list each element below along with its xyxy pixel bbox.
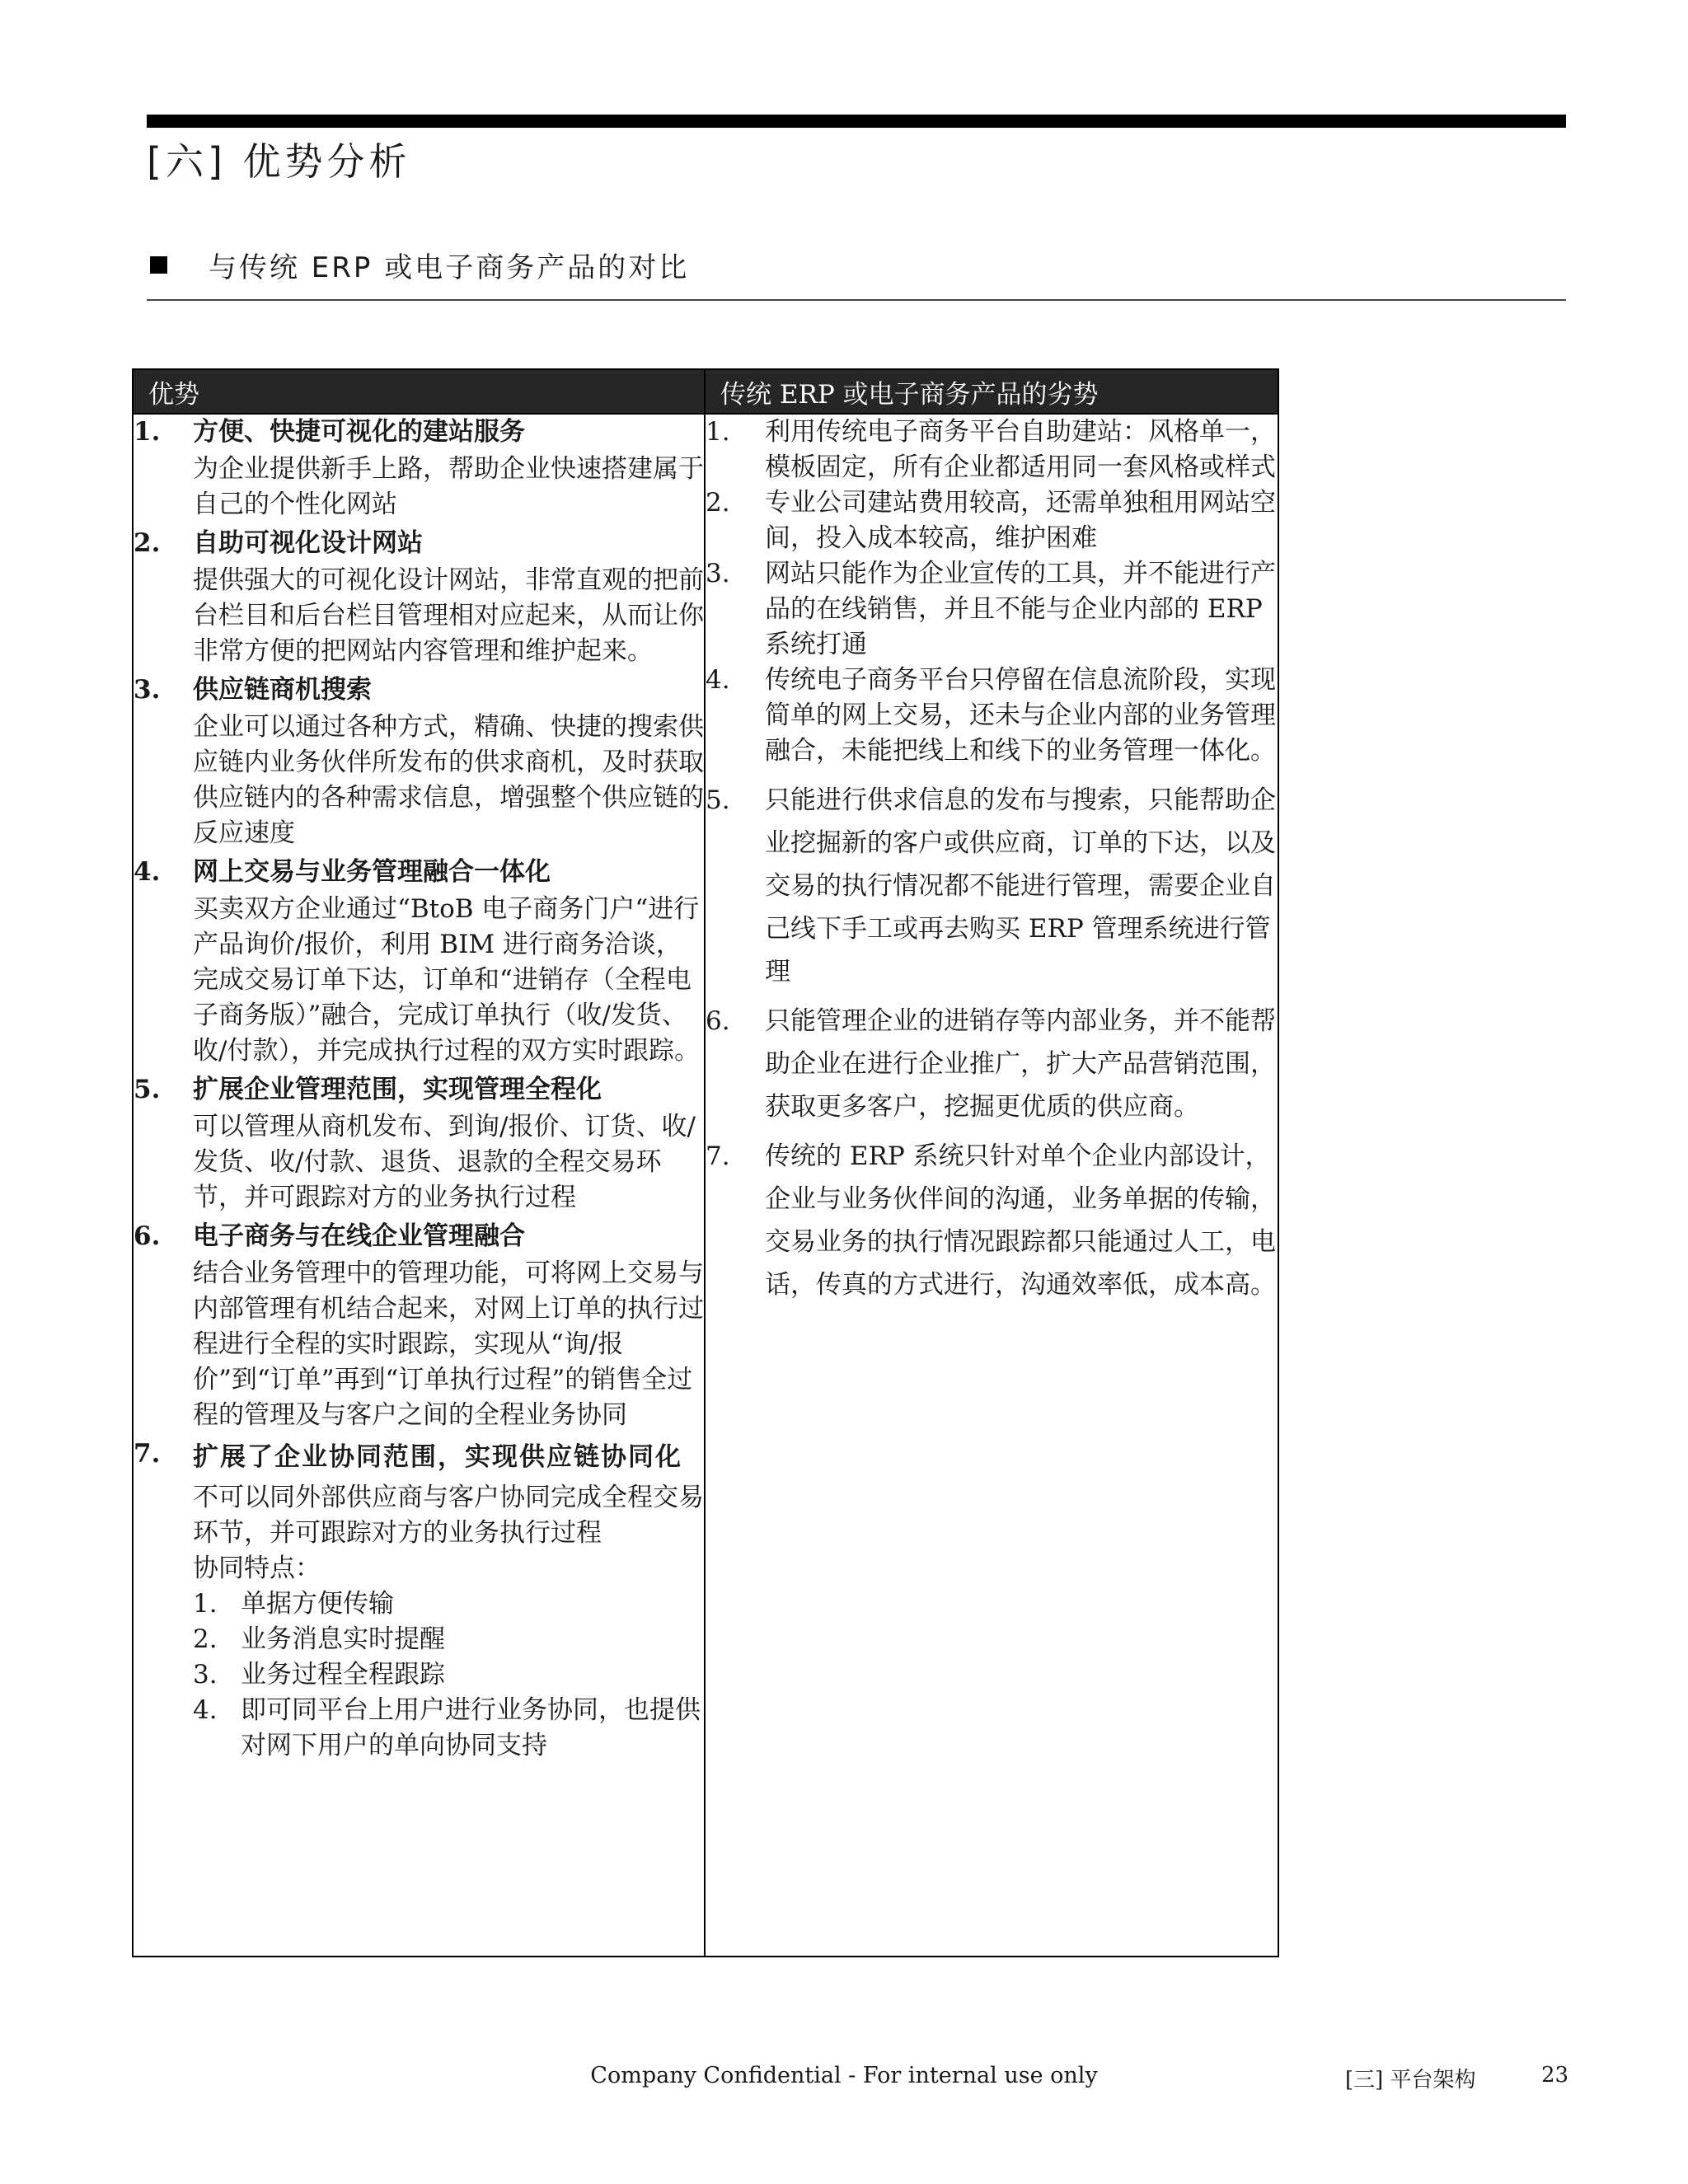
advantage-desc: 为企业提供新手上路，帮助企业快速搭建属于自己的个性化网站 [193,454,704,519]
item-number: 1. [134,417,161,447]
item-number: 4. [706,665,730,695]
advantage-title: 扩展了企业协同范围，实现供应链协同化 [193,1442,682,1472]
advantage-item [134,415,704,523]
disadvantage-text: 利用传统电子商务平台自助建站：风格单一，模板固定，所有企业都适用同一套风格或样式 [765,417,1276,482]
disadvantage-item [706,663,1278,769]
collab-features-list [193,1586,704,1764]
advantage-item [134,526,704,669]
disadvantage-text: 只能进行供求信息的发布与搜索，只能帮助企业挖掘新的客户或供应商，订单的下达，以及交易的执行情况都不能进行管理，需要企业自己线下手工或再去购买 ERP 管理系统进行管理 [765,785,1276,987]
subheading-text: 与传统 ERP 或电子商务产品的对比 [209,251,690,284]
disadvantages-list [706,415,1278,1306]
collab-feature-item [193,1586,704,1622]
advantages-cell [133,414,705,1957]
advantage-title: 电子商务与在线企业管理融合 [193,1221,525,1251]
table-header-row [133,369,1278,414]
item-number: 3. [134,675,161,705]
advantage-title: 网上交易与业务管理融合一体化 [193,857,551,887]
disadvantage-item [706,779,1278,993]
advantages-list [134,415,704,1764]
page-title: [六] 优势分析 [147,139,411,184]
collab-features-title: 协同特点： [193,1554,321,1583]
item-number: 6. [134,1221,161,1251]
advantage-title: 供应链商机搜索 [193,675,372,705]
item-number: 6. [706,1006,730,1036]
footer-page-number: 23 [1541,2063,1569,2088]
advantage-item [134,1219,704,1433]
item-number: 3. [706,559,730,588]
header-disadvantages: 传统 ERP 或电子商务产品的劣势 [705,369,1278,414]
disadvantage-item [706,556,1278,663]
item-number: 2. [706,488,730,518]
item-number: 7. [706,1141,730,1171]
square-bullet-icon [150,256,167,274]
advantage-desc: 企业可以通过各种方式，精确、快捷的搜索供应链内业务伙伴所发布的供求商机，及时获取供应链内的各种需求信息，增强整个供应链的反应速度 [193,712,704,848]
advantage-desc: 结合业务管理中的管理功能，可将网上交易与内部管理有机结合起来，对网上订单的执行过程进行全程的实时跟踪，实现从“询/报价”到“订单”再到“订单执行过程”的销售全过程的管理及与客户之间的全程业务协同 [193,1258,704,1430]
table-body-row [133,414,1278,1957]
advantage-desc: 买卖双方企业通过“BtoB 电子商务门户“进行产品询价/报价，利用 BIM 进行商务洽谈，完成交易订单下达，订单和“进销存（全程电子商务版）”融合，完成订单执行（收/发货、收/付款），并完成执行过程的双方实时跟踪。 [193,894,700,1066]
item-number: 3. [193,1660,218,1690]
advantage-desc: 提供强大的可视化设计网站，非常直观的把前台栏目和后台栏目管理相对应起来，从而让你非常方便的把网站内容管理和维护起来。 [193,565,704,666]
item-number: 4. [134,857,161,887]
collab-feature-text: 业务消息实时提醒 [241,1624,445,1654]
footer-confidential: Company Confidential - For internal use only [590,2063,1098,2088]
comparison-table [132,368,1279,1957]
header-advantages: 优势 [133,369,705,414]
item-number: 5. [134,1075,161,1104]
subheading-rule [147,299,1566,301]
item-number: 2. [193,1624,218,1654]
advantage-title: 自助可视化设计网站 [193,528,423,558]
item-number: 2. [134,528,161,558]
collab-feature-text: 业务过程全程跟踪 [241,1660,445,1690]
disadvantage-text: 只能管理企业的进销存等内部业务，并不能帮助企业在进行企业推广，扩大产品营销范围，获取更多客户，挖掘更优质的供应商。 [765,1006,1276,1122]
advantage-desc: 可以管理从商机发布、到询/报价、订货、收/发货、收/付款、退货、退款的全程交易环节，并可跟踪对方的业务执行过程 [193,1112,696,1212]
disadvantage-text: 传统电子商务平台只停留在信息流阶段，实现简单的网上交易，还未与企业内部的业务管理融合，未能把线上和线下的业务管理一体化。 [765,665,1276,766]
item-number: 1. [193,1589,218,1619]
top-rule [147,115,1566,128]
advantage-item [134,855,704,1069]
subheading [150,245,689,285]
item-number: 4. [193,1695,218,1725]
disadvantage-text: 专业公司建站费用较高，还需单独租用网站空间，投入成本较高，维护困难 [765,488,1276,553]
advantage-item [134,1072,704,1216]
advantage-title: 扩展企业管理范围，实现管理全程化 [193,1075,602,1104]
item-number: 1. [706,417,730,447]
disadvantage-item [706,1135,1278,1306]
collab-feature-item [193,1622,704,1657]
disadvantages-cell [705,414,1278,1957]
disadvantage-text: 网站只能作为企业宣传的工具，并不能进行产品的在线销售，并且不能与企业内部的 ERP 系统打通 [765,559,1276,659]
disadvantage-item [706,485,1278,556]
item-number: 7. [134,1439,161,1469]
disadvantage-item [706,415,1278,485]
disadvantage-text: 传统的 ERP 系统只针对单个企业内部设计，企业与业务伙伴间的沟通，业务单据的传输，交易业务的执行情况跟踪都只能通过人工，电话，传真的方式进行，沟通效率低，成本高。 [765,1141,1276,1300]
disadvantage-item [706,1000,1278,1128]
advantage-item [134,673,704,851]
collab-feature-item [193,1693,704,1764]
collab-feature-text: 单据方便传输 [241,1589,394,1619]
advantage-desc: 不可以同外部供应商与客户协同完成全程交易环节，并可跟踪对方的业务执行过程 [193,1483,704,1548]
collab-feature-text: 即可同平台上用户进行业务协同，也提供对网下用户的单向协同支持 [241,1695,701,1760]
footer-section-label: [三] 平台架构 [1345,2068,1476,2093]
collab-feature-item [193,1657,704,1693]
item-number: 5. [706,785,730,815]
advantage-title: 方便、快捷可视化的建站服务 [193,417,525,447]
advantage-item [134,1436,704,1764]
